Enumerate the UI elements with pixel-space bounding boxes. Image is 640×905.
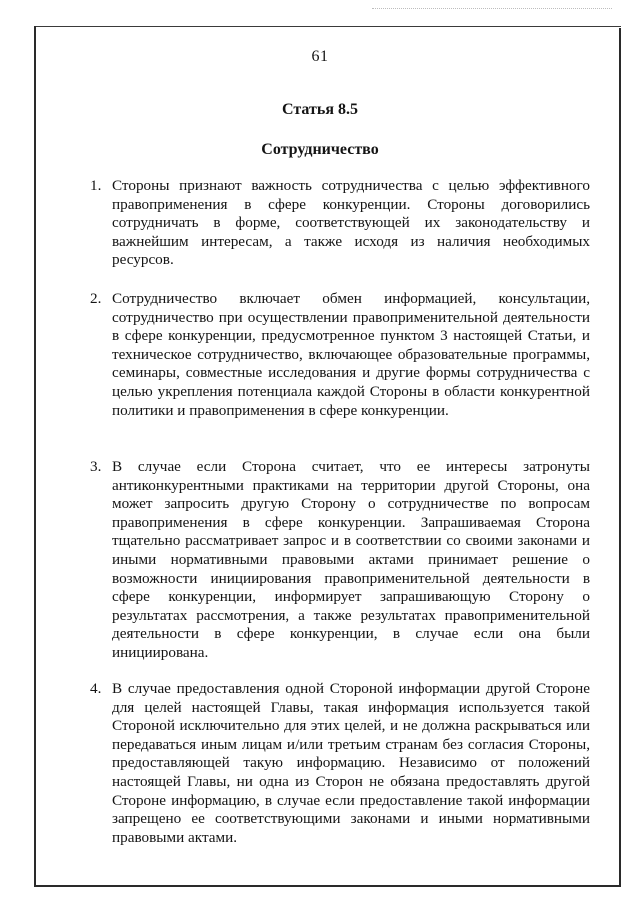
scan-noise bbox=[372, 8, 612, 13]
page-frame-top bbox=[34, 26, 621, 27]
list-item-number: 4. bbox=[90, 680, 102, 697]
list-item-number: 3. bbox=[90, 458, 102, 475]
article-title: Статья 8.5 bbox=[282, 101, 358, 118]
list-item-text: В случае если Сторона считает, что ее интересы затронуты антиконкурентными практиками на территории другой Стороны, она может запросить другую Сторону о сотрудничестве по вопросам правоприменения в сфере конкуренции. Запрашиваемая Сторона тщательно рассматривает запрос и в соответствии со своими законами и иными нормативными правовыми актами принимает решение о возможности инициирования правоприменительной деятельности в сфере конкуренции, информирует запрашивающую Сторону о результатах рассмотрения, а также результатах правоприменительной деятельности в сфере конкуренции, в случае если она были инициирована. bbox=[112, 458, 590, 661]
page-number: 61 bbox=[311, 48, 329, 65]
list-item-number: 1. bbox=[90, 177, 102, 194]
list-item bbox=[90, 177, 590, 270]
list-item-text: В случае предоставления одной Стороной информации другой Стороне для целей настоящей Главы, такая информация используется такой Стороной исключительно для этих целей, и не должна раскрываться или передаваться иным лицам и/или третьим странам без согласия Стороны, предоставляющей такую информацию. Независимо от положений настоящей Главы, ни одна из Сторон не обязана предоставлять другой Стороне информацию, в случае если предоставление такой информации запрещено ее соответствующими законами и иными нормативными правовыми актами. bbox=[112, 680, 590, 846]
list-item bbox=[90, 290, 590, 420]
list-item bbox=[90, 680, 590, 847]
list-item-text: Сотрудничество включает обмен информацией, консультации, сотрудничество при осуществлении правоприменительной деятельности в сфере конкуренции, предусмотренное пунктом 3 настоящей Статьи, и техническое сотрудничество, включающее образовательные программы, семинары, совместные исследования и другие формы сотрудничества с целью укрепления потенциала каждой Стороны в области конкурентной политики и правоприменения в сфере конкуренции. bbox=[112, 290, 590, 419]
page-frame-bottom bbox=[34, 885, 621, 887]
section-heading: Сотрудничество bbox=[261, 141, 379, 158]
list-item-text: Стороны признают важность сотрудничества с целью эффективного правоприменения в сфере конкуренции. Стороны договорились сотрудничать в форме, соответствующей их законодательству и важнейшим интересам, а также исходя из наличия необходимых ресурсов. bbox=[112, 177, 590, 269]
list-item bbox=[90, 458, 590, 663]
list-item-number: 2. bbox=[90, 290, 102, 307]
